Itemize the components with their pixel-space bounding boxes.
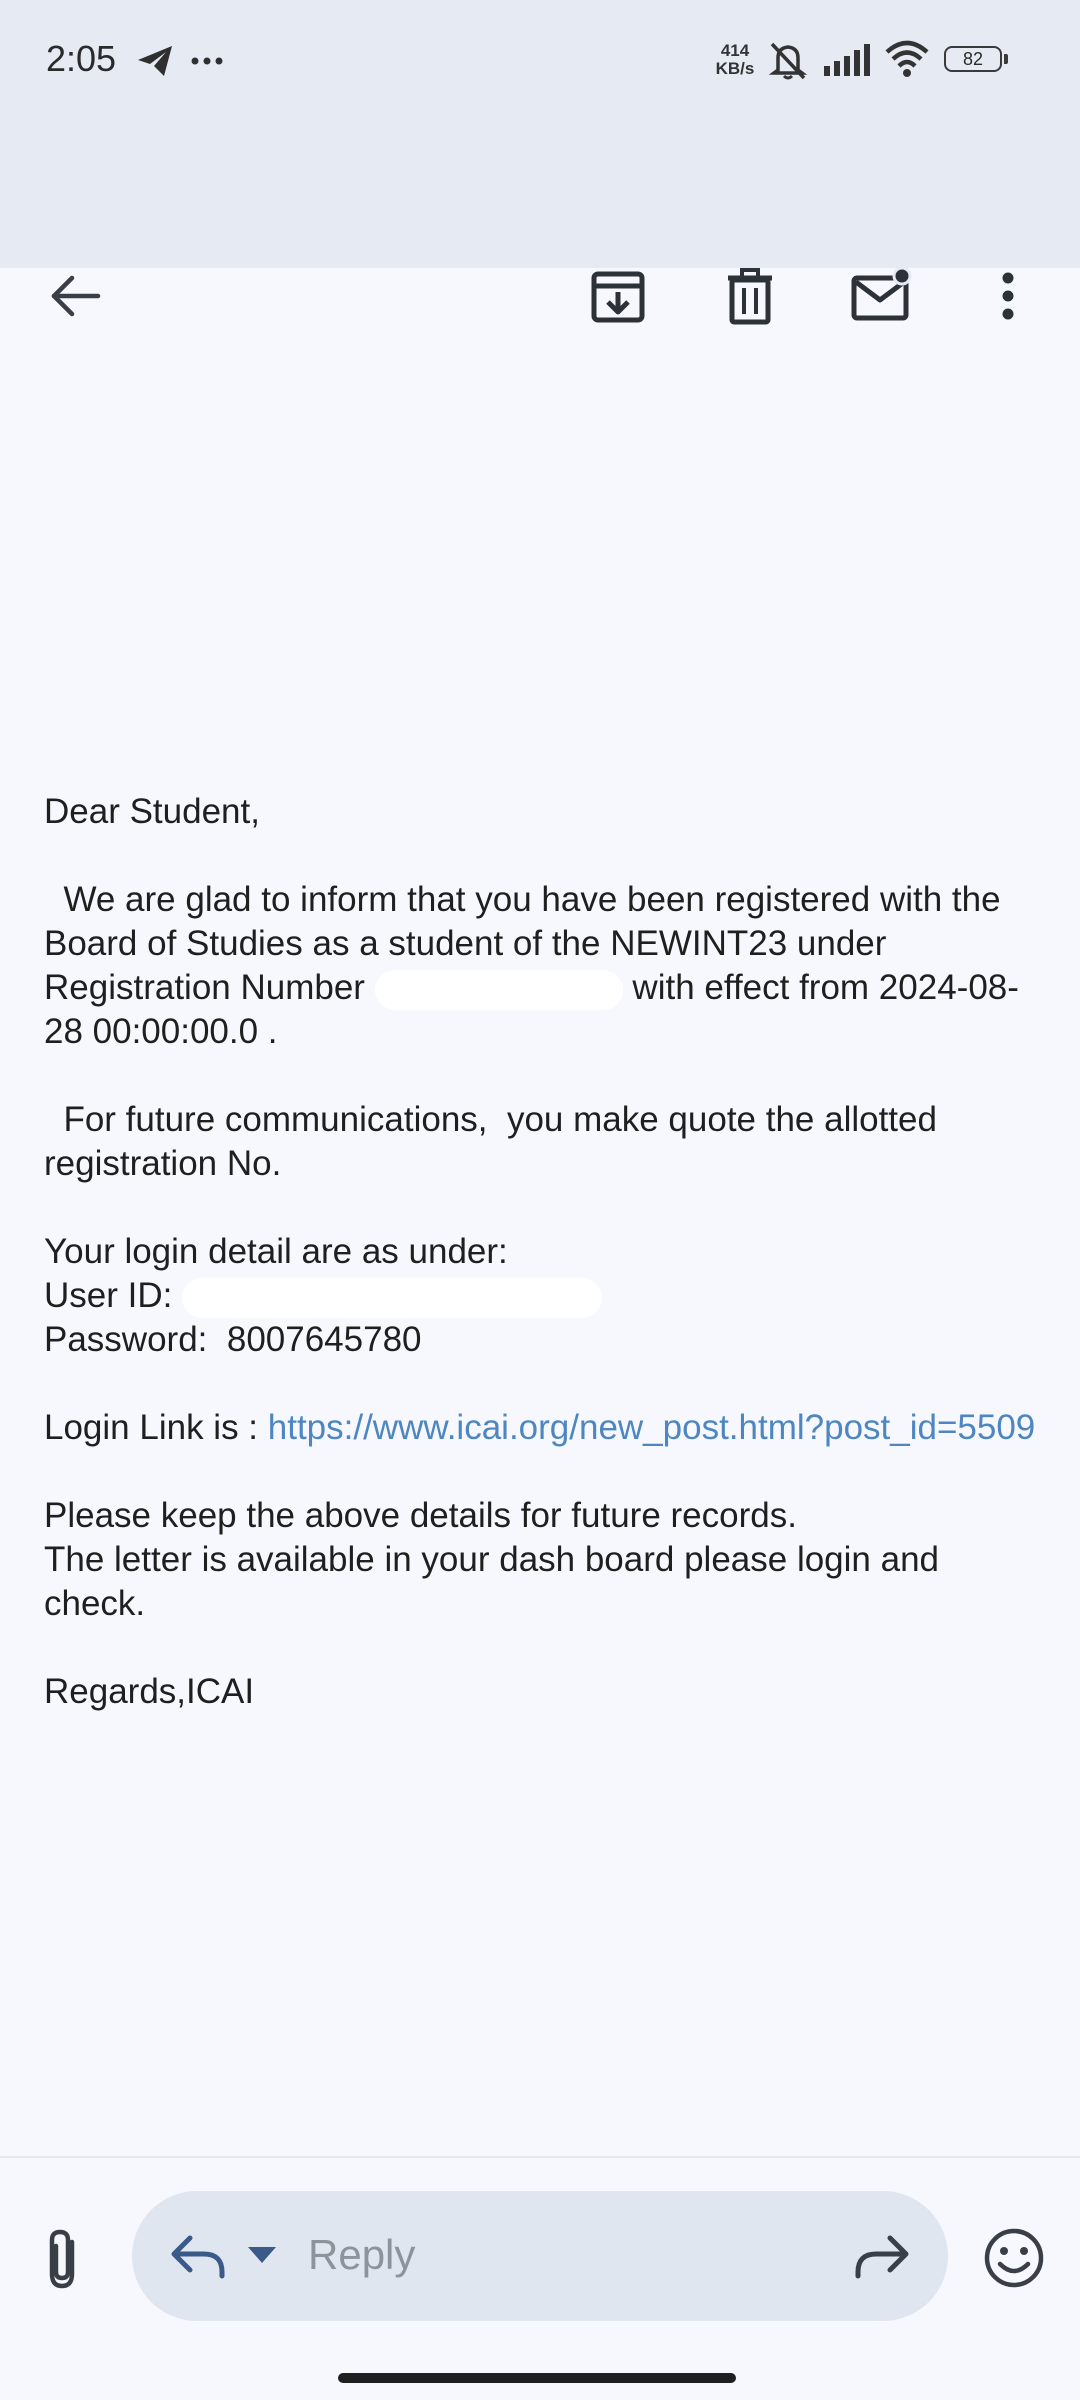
email-greeting: Dear Student, — [44, 792, 260, 831]
login-link-label: Login Link is : — [44, 1408, 268, 1447]
more-options-button[interactable] — [976, 264, 1040, 328]
wifi-icon — [884, 40, 930, 78]
login-link-line — [44, 1406, 1044, 1450]
status-bar — [0, 0, 1080, 120]
password-line — [44, 1318, 1044, 1362]
password-value: 8007645780 — [226, 1320, 422, 1359]
user-id-line — [44, 1274, 1044, 1318]
reply-icon[interactable] — [166, 2224, 230, 2288]
registration-text: We are glad to inform that you have been registered with the Board of Studies as a student of the NEWINT23 under Registration Number — [44, 880, 1011, 1007]
battery-level: 82 — [944, 46, 1002, 72]
email-signoff: Regards,ICAI — [44, 1672, 255, 1711]
back-arrow-icon — [44, 264, 108, 328]
letter-available-note: The letter is available in your dash board please login and check. — [44, 1540, 940, 1623]
delete-button[interactable] — [718, 264, 782, 328]
trash-icon — [718, 264, 782, 328]
app-bar — [0, 120, 1080, 268]
login-link[interactable]: https://www.icai.org/new_post.html?post_id=5509 — [267, 1408, 1036, 1447]
network-speed-value: 414 — [720, 41, 750, 60]
emoji-button[interactable] — [978, 2222, 1050, 2294]
more-vert-icon — [976, 264, 1040, 328]
back-button[interactable] — [44, 264, 108, 328]
network-speed-unit: KB/s — [715, 59, 755, 78]
battery-indicator — [944, 46, 1008, 76]
reply-placeholder[interactable]: Reply — [308, 2231, 416, 2278]
cell-signal-icon — [822, 44, 872, 76]
attachment-button[interactable] — [30, 2226, 100, 2296]
password-label: Password: — [44, 1320, 227, 1359]
redacted-registration-number — [375, 970, 623, 1010]
email-paragraph-registration — [44, 878, 1044, 1054]
email-body — [44, 790, 1044, 1714]
archive-icon — [586, 264, 650, 328]
battery-nub — [1004, 54, 1008, 64]
forward-icon[interactable] — [850, 2224, 914, 2288]
bell-off-icon — [766, 40, 810, 80]
emoji-icon — [978, 2222, 1050, 2294]
redacted-user-id — [182, 1278, 602, 1318]
home-indicator[interactable] — [338, 2373, 736, 2383]
login-heading: Your login detail are as under: — [44, 1232, 508, 1271]
bottom-divider — [0, 2156, 1080, 2158]
keep-details-note: Please keep the above details for future records. — [44, 1496, 797, 1535]
attachment-icon — [30, 2226, 100, 2296]
mark-unread-button[interactable] — [850, 264, 914, 328]
user-id-label: User ID: — [44, 1276, 183, 1315]
archive-button[interactable] — [586, 264, 650, 328]
status-time: 2:05 — [46, 38, 117, 79]
more-notifications-icon — [190, 56, 224, 66]
dropdown-caret-icon[interactable] — [244, 2243, 280, 2269]
reply-compose-bar[interactable] — [132, 2191, 948, 2321]
network-speed — [710, 42, 760, 78]
mark-unread-icon — [850, 264, 914, 328]
email-paragraph-communications: For future communications, you make quote the allotted registration No. — [44, 1100, 947, 1183]
telegram-icon — [136, 44, 174, 78]
effective-date-text: with effect from 2024-08-28 00:00:00.0 . — [44, 968, 1019, 1051]
